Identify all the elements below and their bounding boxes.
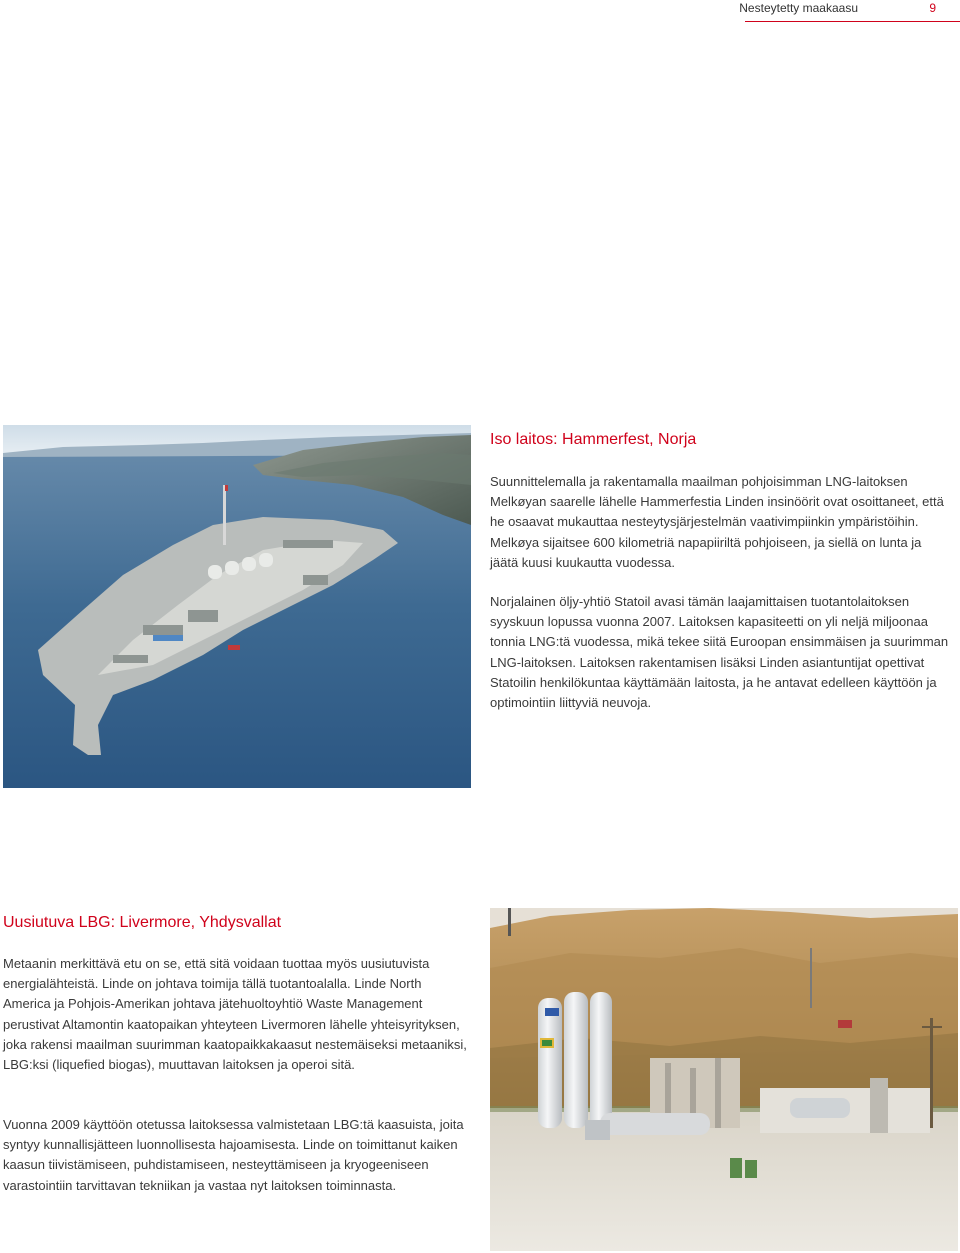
hammerfest-paragraph-1: Suunnittelemalla ja rakentamalla maailman pohjoisimman LNG-laitoksen Melkøyan saarelle lähelle Hammerfestia Linden insinöörit ovat osoittaneet, että he osaavat mukauttaa nesteytysjärjestelmän vaativimpiinkin ympäristöihin. Melkøya sijaitsee 600 kilometriä napapiiriltä pohjoiseen, ja siellä on lunta ja jäätä kuusi kuukautta vuodessa. [490,474,944,570]
page-number: 9 [929,1,936,15]
livermore-plant-photo [490,908,958,1251]
hammerfest-aerial-photo [3,425,471,788]
livermore-paragraph-2: Vuonna 2009 käyttöön otetussa laitoksessa valmistetaan LBG:tä kaasuista, joita syntyy kunnallisjätteen luonnollisesta hajoamisesta. Linde on toimittanut kaiken kaasun tiivistämiseen, puhdistamiseen, nesteyttämiseen ja kryogeeniseen varastointiin tarvittavan tekniikan ja vastaa nyt laitoksen toiminnasta. [3,1117,464,1193]
running-header [700,0,940,17]
livermore-paragraph-1: Metaanin merkittävä etu on se, että sitä voidaan tuottaa myös uusiutuvista energialähteistä. Linde on johtava toimija tällä tuotantoalalla. Linde North America ja Pohjois-Amerikan johtava jätehuoltoyhtiö Waste Management perustivat Altamontin kaatopaikan yhteyteen Livermoren lähelle yhteisyrityksen, joka rakensi maailman suurimman kaatopaikkakaasut nestemäiseksi metaaniksi, LBG:ksi (liquefied biogas), muuttavan laitoksen ja operoi sitä. [3,956,467,1073]
livermore-section-title: Uusiutuva LBG: Livermore, Yhdysvallat [3,914,282,931]
header-rule [745,21,960,22]
hammerfest-paragraph-2: Norjalainen öljy-yhtiö Statoil avasi tämän laajamittaisen tuotantolaitoksen syyskuun lopussa vuonna 2007. Laitoksen kapasiteetti on yli neljä miljoonaa tonnia LNG:tä vuodessa, mikä tekee siitä Euroopan ensimmäisen ja suurimman LNG-laitoksen. Laitoksen rakentamisen lisäksi Linden asiantuntijat opettivat Statoilin henkilökuntaa käyttämään laitosta, ja he antavat edelleen käyttöön ja optimointiin liittyviä neuvoja. [490,594,949,711]
hammerfest-section-title: Iso laitos: Hammerfest, Norja [490,431,697,448]
running-header-title: Nesteytetty maakaasu [739,1,858,15]
